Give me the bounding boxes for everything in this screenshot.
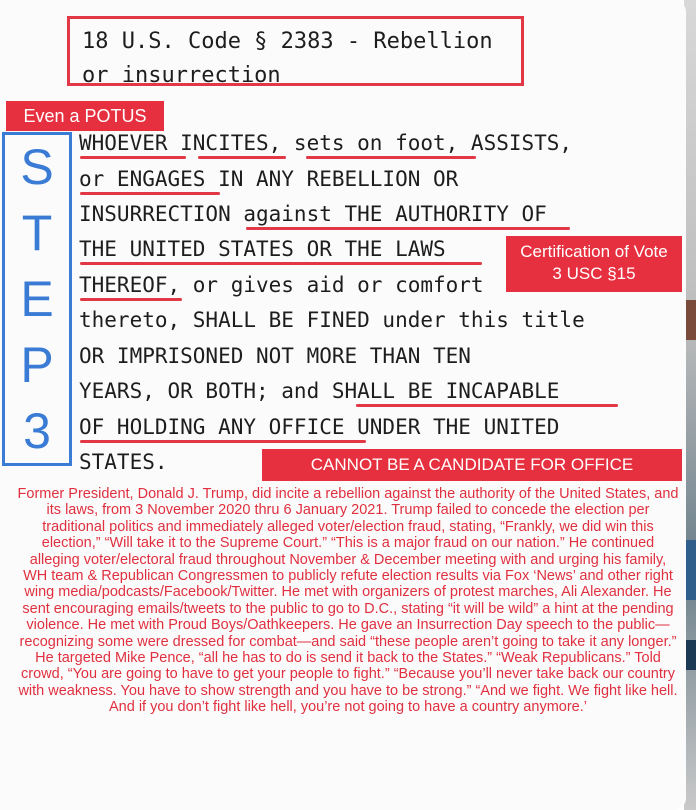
statute-line: THE UNITED STATES OR THE LAWS (79, 237, 446, 261)
statute-line: OF HOLDING ANY OFFICE UNDER THE UNITED (79, 415, 560, 439)
potus-label: Even a POTUS (6, 101, 164, 131)
statute-line: OR IMPRISONED NOT MORE THAN TEN (79, 344, 471, 368)
statute-line: THEREOF, or gives aid or comfort (79, 273, 484, 297)
underline (198, 156, 286, 159)
underline (246, 227, 570, 230)
statute-line: thereto, SHALL BE FINED under this title (79, 308, 585, 332)
underline (356, 404, 618, 407)
step-3-box (2, 132, 72, 466)
step-letter: T (21, 205, 53, 261)
certification-label-line: Certification of Vote (520, 242, 668, 261)
explanation-paragraph: Former President, Donald J. Trump, did incite a rebellion against the authority of the United States, and its laws, from 3 November 2020 thru 6 January 2021. Trump failed to concede the election per traditional politics and immediately alleged voter/election fraud, stating, “Frankly, we did win this election,” “Will take it to the Supreme Court.” “This is a major fraud on our nation.” He continued alleging voter/electoral fraud throughout November & December meeting with and urging his family, WH team & Republican Congressmen to publicly refute election results via Fox ‘News’ and other right wing media/podcasts/Facebook/Twitter. He met with organizers of protest marches, Ali Alexander. He sent encouraging emails/tweets to the public to go to D.C., stating “it will be wild” a hint at the pending violence. He met with Proud Boys/Oathkeepers. He gave an Insurrection Day speech to the public—recognizing some were dressed for combat—and said “these people aren’t going to take it any longer.” He targeted Mike Pence, “all he has to do is send it back to the States.” “Weak Republicans.” Told crowd, “You are going to have to get your people to fight.” “Because you’ll never take back our country with weakness. You have to show strength and you have to be strong.” “And we fight. We fight like hell. And if you don’t fight like hell, you’re not going to have a country anymore.’ (17, 486, 679, 716)
statute-line: WHOEVER INCITES, sets on foot, ASSISTS, (79, 131, 573, 155)
step-letter: P (20, 337, 54, 393)
statute-line: or ENGAGES IN ANY REBELLION OR (79, 167, 459, 191)
underline (80, 440, 366, 443)
underline (80, 192, 220, 195)
step-letter: 3 (23, 403, 51, 459)
underline (80, 262, 482, 265)
candidate-label: CANNOT BE A CANDIDATE FOR OFFICE (262, 449, 682, 481)
underline (80, 298, 182, 301)
certification-label (506, 236, 682, 292)
step-letter: E (20, 271, 54, 327)
statute-line: STATES. (79, 450, 168, 474)
certification-label-line: 3 USC §15 (552, 264, 636, 283)
statute-title: 18 U.S. Code § 2383 - Rebellion or insurrection (67, 16, 524, 86)
statute-line: INSURRECTION against THE AUTHORITY OF (79, 202, 547, 226)
statute-line: YEARS, OR BOTH; and SHALL BE INCAPABLE (79, 379, 560, 403)
step-letter: S (20, 139, 54, 195)
underline (80, 156, 186, 159)
underline (306, 156, 476, 159)
